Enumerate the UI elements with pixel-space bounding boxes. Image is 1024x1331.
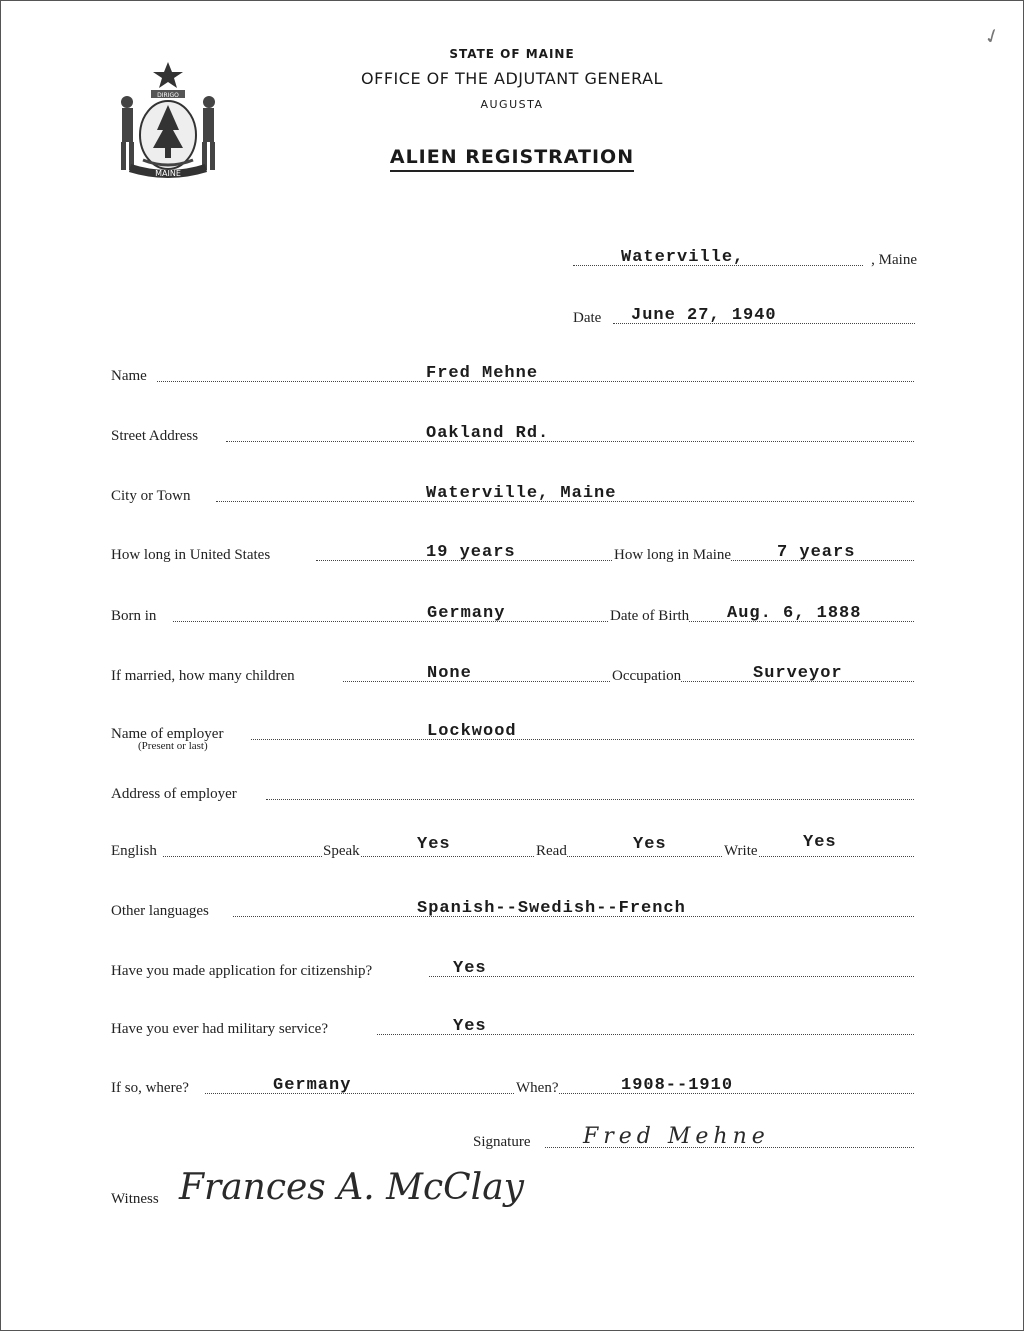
born-value: Germany [427, 604, 506, 623]
occupation-value: Surveyor [753, 664, 843, 683]
languages-line [111, 896, 916, 920]
read-value: Yes [633, 835, 667, 854]
name-label: Name [111, 368, 147, 384]
where-value: Germany [273, 1076, 352, 1095]
citizenship-value: Yes [453, 959, 487, 978]
form-title: ALIEN REGISTRATION [0, 146, 1024, 172]
seal-name: MAINE [155, 169, 181, 178]
street-label: Street Address [111, 428, 199, 444]
military-label: Have you ever had military service? [111, 1021, 328, 1037]
corner-check-mark: ✓ [980, 23, 1005, 51]
street-line [111, 421, 916, 445]
dob-label: Date of Birth [610, 608, 690, 624]
city-label: City or Town [111, 488, 191, 504]
speak-value: Yes [417, 835, 451, 854]
military-value: Yes [453, 1017, 487, 1036]
signature-value: Fred Mehne [583, 1124, 770, 1149]
employer-label: Name of employer [111, 726, 224, 742]
english-label: English [111, 843, 157, 859]
place-line [573, 245, 917, 269]
street-value: Oakland Rd. [426, 424, 550, 443]
date-line [573, 303, 917, 327]
witness-label: Witness [111, 1191, 159, 1207]
citizenship-label: Have you made application for citizenship? [111, 963, 373, 979]
when-label: When? [516, 1080, 559, 1096]
languages-label: Other languages [111, 903, 209, 919]
city-line [111, 481, 916, 505]
military-line [111, 1014, 916, 1038]
employer-value: Lockwood [427, 722, 517, 741]
citizenship-line [111, 956, 916, 980]
date-label: Date [573, 310, 602, 326]
english-line [111, 833, 916, 860]
born-label: Born in [111, 608, 157, 624]
employer-address-line [111, 779, 916, 803]
signature-line [473, 1124, 916, 1151]
witness-line [111, 1167, 531, 1208]
write-value: Yes [803, 833, 837, 852]
when-value: 1908--1910 [621, 1076, 734, 1095]
seal-motto: DIRIGO [157, 92, 179, 99]
signature-label: Signature [473, 1134, 531, 1150]
place-value: Waterville, [621, 248, 745, 267]
years-us-label: How long in United States [111, 547, 271, 563]
employer-sublabel: (Present or last) [138, 740, 208, 752]
years-line [111, 540, 916, 564]
occupation-label: Occupation [612, 668, 682, 684]
children-value: None [427, 664, 472, 683]
place-suffix: , Maine [871, 252, 917, 268]
speak-label: Speak [323, 843, 360, 859]
children-label: If married, how many children [111, 668, 295, 684]
witness-signature: Frances A. McClay [179, 1167, 524, 1208]
name-line [111, 361, 916, 385]
name-value: Fred Mehne [426, 364, 539, 383]
city-value: Waterville, Maine [426, 484, 617, 503]
employer-address-label: Address of employer [111, 786, 237, 802]
read-label: Read [536, 843, 567, 859]
where-label: If so, where? [111, 1080, 189, 1096]
dob-value: Aug. 6, 1888 [727, 604, 862, 623]
children-line [111, 661, 916, 685]
years-maine-label: How long in Maine [614, 547, 732, 563]
years-us-value: 19 years [426, 543, 516, 562]
employer-line [111, 719, 916, 743]
city-heading: AUGUSTA [480, 98, 544, 111]
office-heading: OFFICE OF THE ADJUTANT GENERAL [361, 69, 663, 88]
born-line [111, 601, 916, 625]
state-heading: STATE OF MAINE [449, 47, 575, 61]
write-label: Write [724, 843, 758, 859]
where-line [111, 1073, 916, 1097]
languages-value: Spanish--Swedish--French [417, 899, 686, 918]
date-value: June 27, 1940 [631, 306, 777, 325]
years-maine-value: 7 years [777, 543, 856, 562]
